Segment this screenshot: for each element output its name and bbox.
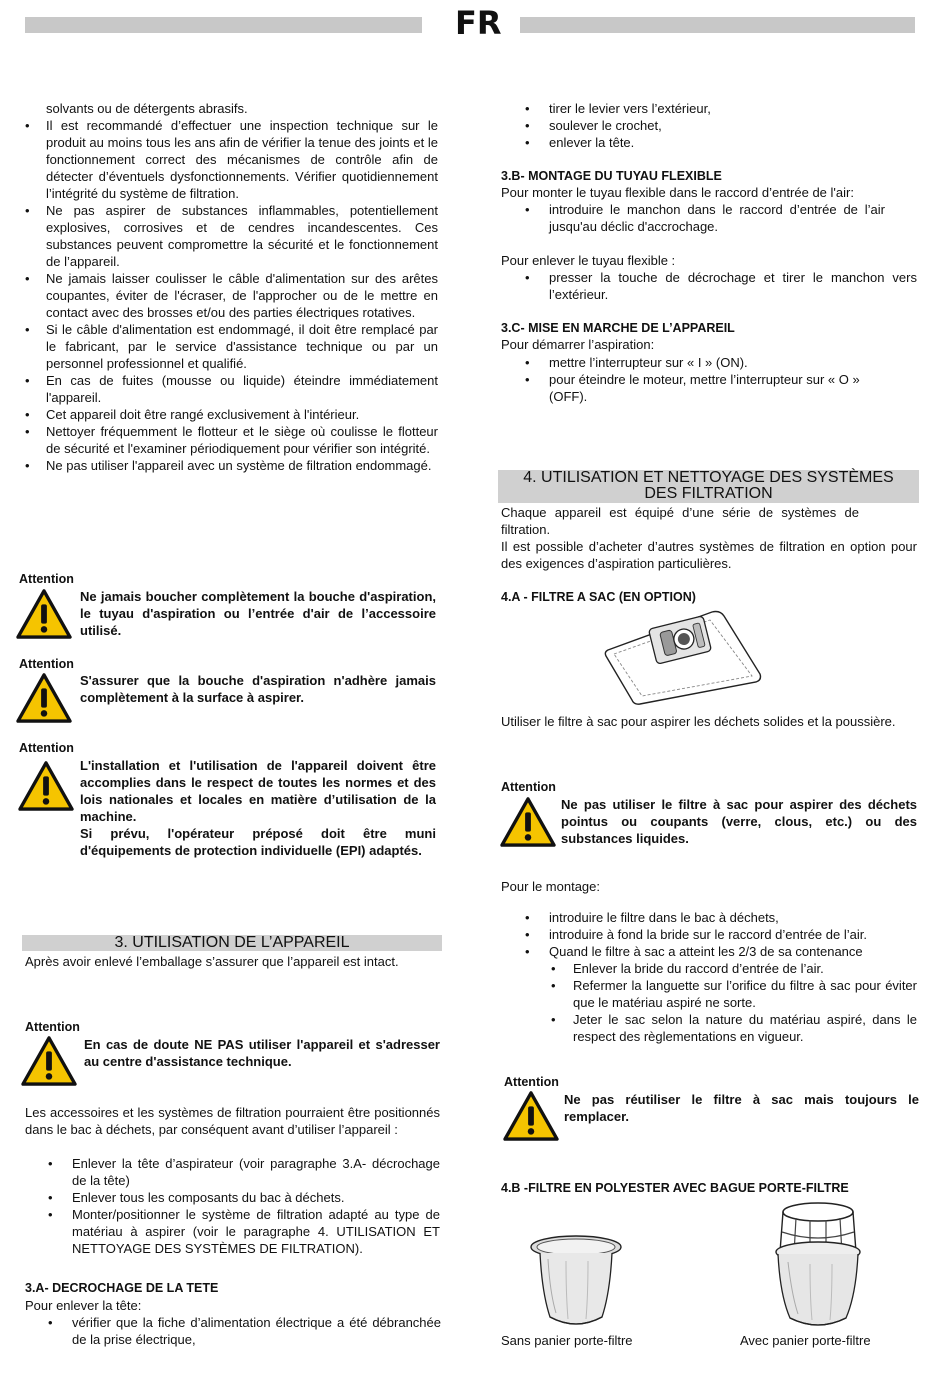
list-item: • mettre l’interrupteur sur « I » (ON).: [525, 354, 870, 371]
section-4-heading-line: 4. UTILISATION ET NETTOYAGE DES SYSTÈMES: [523, 469, 894, 486]
list-item: • presser la touche de décrochage et tirer le manchon vers l’extérieur.: [525, 269, 917, 303]
attention-label: Attention: [19, 657, 74, 671]
section-3a-list-continued: [525, 100, 917, 151]
accessories-text: Les accessoires et les systèmes de filtration pourraient être positionnés dans le bac à déchets, par conséquent avant d’utiliser l’appareil :: [25, 1105, 440, 1137]
list-item: • Enlever la bride du raccord d’entrée de l’air.: [549, 960, 917, 977]
warning-text: Ne jamais boucher complètement la bouche d'aspiration, le tuyau d'aspiration ou l’entrée d'air de l’accessoire utilisé.: [80, 589, 436, 638]
warning-triangle-icon: [15, 588, 73, 640]
safety-list: [25, 117, 438, 474]
polyester-filter-illustration: [526, 1233, 626, 1333]
bag-filter-illustration: [600, 608, 770, 708]
list-item: • Ne pas aspirer de substances inflammables, potentiellement explosives, corrosives et de cendres incandescentes. Ces substances peuvent compromettre la sécurité et le fonctionnement de l’appareil.: [25, 202, 438, 270]
warning-triangle-icon: [17, 760, 75, 812]
list-item: • introduire le manchon dans le raccord d’entrée de l’air jusqu'au déclic d'accrochage.: [525, 201, 885, 235]
attention-label: Attention: [501, 780, 556, 794]
continued-line: solvants ou de détergents abrasifs.: [46, 101, 248, 116]
list-item: • tirer le levier vers l’extérieur,: [525, 100, 917, 117]
safety-list-block: [25, 100, 438, 474]
list-item: • Ne jamais laisser coulisser le câble d'alimentation sur des arêtes coupantes, éviter de l'écraser, de l'approcher ou de le mettre en contact avec des brosses et/ou des parties électriques rotatives.: [25, 270, 438, 321]
caption-without-basket: Sans panier porte-filtre: [501, 1333, 633, 1348]
section-3c-heading: 3.C- MISE EN MARCHE DE L’APPAREIL: [501, 321, 735, 335]
section-4-heading-line: DES FILTRATION: [644, 485, 773, 502]
list-item: [525, 943, 917, 1045]
section-3b-remove-list: [525, 269, 917, 303]
list-item: • introduire le filtre dans le bac à déchets,: [525, 909, 917, 926]
section-3b-list: [525, 201, 885, 235]
list-item: • soulever le crochet,: [525, 117, 917, 134]
list-item: • introduire à fond la bride sur le raccord d’entrée de l’air.: [525, 926, 917, 943]
accessories-list: [48, 1155, 440, 1257]
section-4b-heading: 4.B -FILTRE EN POLYESTER AVEC BAGUE PORTE-FILTRE: [501, 1181, 849, 1195]
attention-label: Attention: [19, 572, 74, 586]
list-item: • Monter/positionner le système de filtration adapté au type de matériau à aspirer (voir le paragraphe 4. UTILISATION ET NETTOYAGE DES SYSTÈMES DE FILTRATION).: [48, 1206, 440, 1257]
section-3a-list: [48, 1314, 441, 1348]
list-item: • Si le câble d'alimentation est endommagé, il doit être remplacé par le fabricant, par le service d'assistance technique ou par un personnel professionnel et qualifié.: [25, 321, 438, 372]
list-item-text: Quand le filtre à sac a atteint les 2/3 de sa contenance: [549, 944, 863, 959]
language-label: FR: [455, 4, 502, 42]
warning-text: En cas de doute NE PAS utiliser l'appareil et s'adresser au centre d'assistance technique.: [84, 1037, 440, 1069]
list-item: • vérifier que la fiche d’alimentation électrique a été débranchée de la prise électrique,: [48, 1314, 441, 1348]
list-item: • Enlever la tête d’aspirateur (voir paragraphe 3.A- décrochage de la tête): [48, 1155, 440, 1189]
list-item: • enlever la tête.: [525, 134, 917, 151]
section-4-paragraph: Chaque appareil est équipé d’une série de systèmes de filtration.: [501, 505, 859, 537]
polyester-filter-with-basket-illustration: [766, 1200, 866, 1335]
list-item: • En cas de fuites (mousse ou liquide) éteindre immédiatement l'appareil.: [25, 372, 438, 406]
section-4a-use-text: Utiliser le filtre à sac pour aspirer les déchets solides et la poussière.: [501, 714, 896, 729]
attention-label: Attention: [25, 1020, 80, 1034]
list-item: • Ne pas utiliser l'appareil avec un système de filtration endommagé.: [25, 457, 438, 474]
warning-text-part: L'installation et l'utilisation de l'appareil doivent être accomplies dans le respect de toutes les normes et des lois nationales et locales en matière d’utilisation de la machine.: [80, 758, 436, 824]
section-3a-heading: 3.A- DECROCHAGE DE LA TETE: [25, 1281, 219, 1295]
section-3c-list: [525, 354, 870, 405]
section-3b-remove-intro: Pour enlever le tuyau flexible :: [501, 253, 676, 268]
warning-triangle-icon: [502, 1090, 560, 1142]
warning-text-part: Si prévu, l'opérateur préposé doit être muni d'équipements de protection individuelle (EPI) adaptés.: [80, 826, 436, 858]
list-item: • pour éteindre le moteur, mettre l’interrupteur sur « O » (OFF).: [525, 371, 870, 405]
attention-label: Attention: [19, 741, 74, 755]
section-3-intro: Après avoir enlevé l’emballage s’assurer que l’appareil est intact.: [25, 954, 399, 969]
header-bar-left: [25, 17, 422, 33]
warning-text: Ne pas utiliser le filtre à sac pour aspirer des déchets pointus ou coupants (verre, clous, etc.) ou des substances liquides.: [561, 797, 917, 846]
mount-intro: Pour le montage:: [501, 879, 601, 894]
attention-label: Attention: [504, 1075, 559, 1089]
section-3a-intro: Pour enlever la tête:: [25, 1298, 142, 1313]
list-item: • Enlever tous les composants du bac à déchets.: [48, 1189, 440, 1206]
warning-triangle-icon: [15, 672, 73, 724]
list-item: • Jeter le sac selon la nature du matériau aspiré, dans le respect des règlementations en vigueur.: [549, 1011, 917, 1045]
section-4-paragraph: Il est possible d’acheter d’autres systèmes de filtration en option pour des exigences d’aspiration particulières.: [501, 539, 917, 571]
warning-text: Ne pas réutiliser le filtre à sac mais toujours le remplacer.: [564, 1092, 919, 1124]
list-item: • Nettoyer fréquemment le flotteur et le siège où coulisse le flotteur de sécurité et l'examiner périodiquement pour vérifier son intégrité.: [25, 423, 438, 457]
section-3b-heading: 3.B- MONTAGE DU TUYAU FLEXIBLE: [501, 169, 722, 183]
warning-text: [80, 757, 436, 859]
list-item: • Il est recommandé d’effectuer une inspection technique sur le produit au moins tous les ans afin de vérifier la tenue des joints et le fonctionnement correct des mécanismes de contrôle afin de détecter d’éventuels dysfonctionnements. Vérifier quotidiennement l’intégrité du système de filtration.: [25, 117, 438, 202]
warning-triangle-icon: [499, 796, 557, 848]
caption-with-basket: Avec panier porte-filtre: [740, 1333, 871, 1348]
section-4a-heading: 4.A - FILTRE A SAC (EN OPTION): [501, 590, 696, 604]
header-bar-right: [520, 17, 915, 33]
mount-list: [525, 909, 917, 1045]
mount-sublist: [549, 960, 917, 1045]
warning-triangle-icon: [20, 1035, 78, 1087]
list-item: • Cet appareil doit être rangé exclusivement à l'intérieur.: [25, 406, 438, 423]
list-item: • Refermer la languette sur l’orifice du filtre à sac pour éviter que le matériau aspiré ne sorte.: [549, 977, 917, 1011]
section-3b-intro: Pour monter le tuyau flexible dans le raccord d’entrée de l'air:: [501, 185, 854, 200]
section-3-heading: 3. UTILISATION DE L’APPAREIL: [22, 935, 442, 951]
section-4-heading: [498, 470, 919, 503]
section-3c-intro: Pour démarrer l’aspiration:: [501, 337, 655, 352]
warning-text: S'assurer que la bouche d'aspiration n'adhère jamais complètement à la surface à aspirer.: [80, 673, 436, 705]
